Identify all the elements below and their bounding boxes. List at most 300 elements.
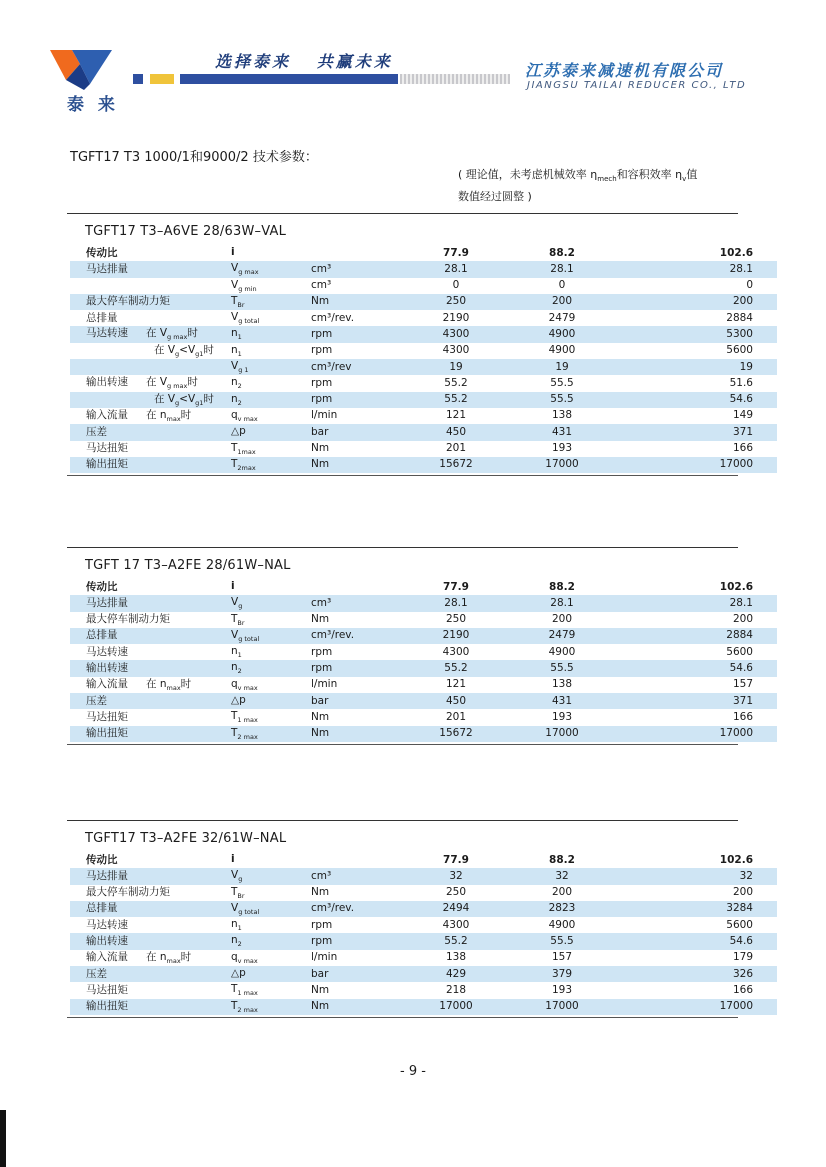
value-cell: 450 (406, 424, 506, 440)
condition-text: 在 n (146, 677, 167, 690)
param-condition (146, 950, 191, 966)
value-cell: 55.5 (506, 933, 618, 949)
param-unit: cm³ (311, 279, 332, 292)
param-symbol: n (231, 934, 238, 947)
value-cell: 77.9 (443, 580, 469, 593)
param-symbol-sub: 2max (237, 463, 256, 472)
param-label-cell (70, 660, 231, 676)
param-symbol-sub: 2 max (237, 1005, 258, 1014)
param-symbol: n (231, 376, 238, 389)
param-unit: bar (311, 693, 406, 709)
param-symbol: i (231, 853, 235, 865)
condition-sub: g (175, 398, 180, 407)
value-cell: 200 (551, 613, 573, 626)
value-cell: 51.6 (729, 376, 753, 389)
param-label-cell (70, 441, 231, 457)
param-label: 输入流量 (86, 677, 128, 690)
param-symbol: q (231, 950, 238, 963)
value-cell: 17000 (506, 726, 618, 742)
param-label-cell (70, 457, 231, 473)
value-cell: 55.2 (406, 392, 506, 408)
scan-edge-mark (0, 1110, 6, 1167)
param-symbol: T (231, 885, 238, 898)
value-cell: 326 (618, 966, 777, 982)
note-line2: 数值经过圆整 ) (458, 190, 532, 204)
param-label: 马达转速 (86, 327, 128, 340)
value-cell: 32 (506, 868, 618, 884)
table-row (70, 441, 777, 457)
param-unit: Nm (311, 983, 330, 996)
table-row (70, 901, 777, 917)
condition-end: 时 (187, 327, 198, 340)
param-symbol-sub: v max (237, 683, 258, 692)
condition-end: <V (179, 343, 196, 356)
table-row (70, 982, 777, 998)
param-unit: Nm (311, 999, 406, 1015)
value-cell: 17000 (618, 457, 777, 473)
param-symbol-cell (231, 950, 311, 966)
param-unit: Nm (311, 457, 406, 473)
param-symbol-sub: g max (238, 268, 259, 277)
header-bar-blue-square (133, 74, 143, 84)
param-symbol-sub: 2 (237, 382, 242, 391)
param-symbol: T (231, 726, 238, 739)
param-label-cell (70, 392, 231, 408)
param-symbol: q (231, 408, 238, 421)
value-cell: 250 (406, 294, 506, 310)
value-cell: 55.5 (550, 376, 574, 389)
company-name-cn: 江苏泰来减速机有限公司 (525, 61, 724, 80)
param-label: 总排量 (86, 902, 118, 915)
table-header-row (70, 579, 777, 595)
condition-sub: g max (167, 382, 188, 391)
param-label: 输出扭矩 (86, 1000, 128, 1013)
value-cell: 2190 (442, 311, 470, 324)
param-symbol-sub: 2 max (237, 732, 258, 741)
table-row (70, 595, 777, 611)
param-label-cell (70, 709, 231, 725)
section-bottom-rule (67, 475, 738, 476)
param-symbol-sub: g 1 (238, 366, 249, 375)
value-cell: 200 (506, 294, 618, 310)
param-symbol-cell (231, 326, 311, 342)
param-symbol-cell (231, 660, 311, 676)
param-label-cell (70, 677, 231, 693)
param-symbol: n (231, 918, 238, 931)
param-label: 输出扭矩 (86, 727, 128, 740)
param-label-cell (70, 901, 231, 917)
value-cell: 121 (445, 678, 467, 691)
value-cell: 0 (558, 279, 566, 292)
param-label: 总排量 (86, 629, 118, 642)
table-row (70, 693, 777, 709)
table-row (70, 457, 777, 473)
value-cell: 201 (445, 710, 467, 723)
param-label: 输入流量 (86, 950, 128, 963)
param-symbol: V (231, 869, 239, 882)
section-title: TGFT17 T3–A6VE 28/63W–VAL (85, 224, 287, 239)
param-label-cell (70, 375, 231, 391)
param-label: 马达转速 (86, 918, 128, 931)
value-cell: 17000 (506, 457, 618, 473)
value-cell: 28.1 (618, 261, 777, 277)
value-cell: 0 (452, 279, 460, 292)
value-cell: 32 (406, 868, 506, 884)
section-title: TGFT17 T3–A2FE 32/61W–NAL (85, 831, 287, 846)
table-row (70, 868, 777, 884)
param-label-cell (70, 326, 231, 342)
value-cell: 157 (551, 951, 573, 964)
value-cell: 28.1 (506, 595, 618, 611)
param-label: 传动比 (86, 580, 118, 593)
condition-text: 在 n (146, 408, 167, 421)
param-symbol-sub: Br (237, 891, 245, 900)
param-symbol-sub: 1 (237, 924, 242, 933)
param-label: 传动比 (86, 246, 118, 259)
table-row (70, 726, 777, 742)
param-label: 马达排量 (86, 596, 128, 609)
param-symbol-sub: g (238, 875, 243, 884)
table-row (70, 709, 777, 725)
value-cell: 55.5 (506, 392, 618, 408)
value-cell: 4900 (548, 918, 576, 931)
table-row (70, 628, 777, 644)
param-symbol: q (231, 677, 238, 690)
condition-sub: g max (167, 333, 188, 342)
param-symbol-cell (231, 982, 311, 998)
param-label: 传动比 (86, 853, 118, 866)
condition-text: 在 V (154, 392, 176, 405)
param-label-cell (70, 885, 231, 901)
param-symbol-cell (231, 885, 311, 901)
value-cell: 4900 (506, 326, 618, 342)
param-label-cell (70, 595, 231, 611)
value-cell: 28.1 (506, 261, 618, 277)
table-row (70, 343, 777, 359)
section-bottom-rule (67, 744, 738, 745)
param-symbol-cell (231, 359, 311, 375)
condition-sub: max (166, 956, 181, 965)
condition-sub-2: g1 (195, 398, 204, 407)
value-cell: 102.6 (719, 580, 753, 593)
condition-end-2: 时 (203, 343, 214, 356)
param-symbol-cell (231, 310, 311, 326)
spec-table (70, 852, 777, 1015)
table-row (70, 408, 777, 424)
param-label: 输出转速 (86, 934, 128, 947)
param-unit: bar (311, 424, 406, 440)
value-cell: 15672 (406, 457, 506, 473)
param-unit: rpm (311, 660, 406, 676)
value-cell: 5600 (726, 645, 753, 658)
param-unit (311, 579, 406, 595)
value-cell: 54.6 (618, 660, 777, 676)
param-unit: Nm (311, 726, 406, 742)
param-symbol-cell (231, 392, 311, 408)
value-cell: 55.5 (506, 660, 618, 676)
condition-text: 在 V (154, 343, 176, 356)
param-unit: l/min (311, 951, 338, 964)
param-symbol-sub: 2 (237, 667, 242, 676)
value-cell: 200 (732, 886, 753, 899)
param-label-cell (70, 726, 231, 742)
table-row (70, 677, 777, 693)
param-symbol: n (231, 645, 238, 658)
param-symbol: V (231, 311, 239, 324)
param-symbol-sub: 2 (237, 940, 242, 949)
param-symbol-sub: v max (237, 956, 258, 965)
param-unit: cm³/rev. (311, 311, 355, 324)
value-cell: 32 (618, 868, 777, 884)
table-row (70, 966, 777, 982)
param-unit: l/min (311, 678, 338, 691)
value-cell: 2479 (506, 628, 618, 644)
param-symbol: △p (231, 967, 246, 980)
value-cell: 371 (618, 693, 777, 709)
param-symbol-sub: 1 (237, 349, 242, 358)
table-row (70, 933, 777, 949)
value-cell: 2479 (548, 311, 576, 324)
value-cell: 17000 (618, 999, 777, 1015)
param-symbol-cell (231, 612, 311, 628)
value-cell: 19 (506, 359, 618, 375)
value-cell: 201 (445, 442, 467, 455)
table-row (70, 424, 777, 440)
note-text-a: ( 理论值，未考虑机械效率 η (458, 168, 598, 181)
value-cell: 379 (506, 966, 618, 982)
param-symbol: n (231, 661, 238, 674)
param-symbol-cell (231, 294, 311, 310)
condition-text: 在 V (146, 376, 168, 389)
value-cell: 4300 (442, 918, 470, 931)
note-text-c: 值 (686, 168, 698, 181)
condition-sub: g (175, 349, 180, 358)
param-symbol-sub: 2 (237, 398, 242, 407)
param-label: 最大停车制动力矩 (86, 613, 170, 626)
spec-table (70, 245, 777, 473)
condition-sub: max (166, 683, 181, 692)
note-text-b: 和容积效率 η (616, 168, 683, 181)
table-row (70, 326, 777, 342)
param-symbol: i (231, 580, 235, 592)
condition-end-2: 时 (203, 392, 214, 405)
param-unit: Nm (311, 294, 406, 310)
param-label: 压差 (86, 694, 107, 707)
param-symbol-sub: 1 max (237, 989, 258, 998)
param-symbol-cell (231, 933, 311, 949)
condition-end: <V (179, 392, 196, 405)
table-row (70, 278, 777, 294)
param-label-cell (70, 310, 231, 326)
param-symbol-sub: g total (238, 317, 260, 326)
value-cell: 2884 (726, 311, 753, 324)
param-symbol-cell (231, 693, 311, 709)
param-symbol-cell (231, 999, 311, 1015)
param-label: 输出扭矩 (86, 458, 128, 471)
table-row (70, 644, 777, 660)
param-condition (154, 392, 214, 408)
value-cell: 5300 (618, 326, 777, 342)
param-symbol-sub: g total (238, 907, 260, 916)
param-symbol: V (231, 360, 239, 373)
param-symbol: V (231, 901, 239, 914)
param-symbol-cell (231, 644, 311, 660)
table-row (70, 310, 777, 326)
value-cell: 88.2 (549, 853, 575, 866)
section-top-rule (67, 820, 738, 821)
table-row (70, 261, 777, 277)
company-name-en: JIANGSU TAILAI REDUCER CO., LTD (527, 80, 747, 91)
value-cell: 138 (445, 951, 467, 964)
condition-end: 时 (187, 376, 198, 389)
table-header-row (70, 852, 777, 868)
param-symbol: T (231, 999, 238, 1012)
param-symbol-cell (231, 917, 311, 933)
value-cell: 5600 (726, 344, 753, 357)
table-row (70, 392, 777, 408)
condition-end: 时 (180, 950, 192, 963)
param-unit: cm³/rev. (311, 901, 406, 917)
param-unit: rpm (311, 918, 333, 931)
efficiency-note (458, 166, 758, 205)
param-label-cell (70, 261, 231, 277)
param-symbol-cell (231, 245, 311, 261)
spec-table (70, 579, 777, 742)
value-cell: 218 (445, 983, 467, 996)
table-header-row (70, 245, 777, 261)
param-label-cell (70, 693, 231, 709)
param-symbol-cell (231, 375, 311, 391)
param-unit: cm³/rev. (311, 628, 406, 644)
param-symbol-cell (231, 709, 311, 725)
param-label-cell (70, 343, 231, 359)
param-unit: cm³ (311, 868, 406, 884)
param-label: 马达扭矩 (86, 983, 128, 996)
value-cell: 431 (506, 424, 618, 440)
param-symbol-cell (231, 901, 311, 917)
param-label: 输出转速 (86, 376, 128, 389)
param-label-cell (70, 245, 231, 261)
param-unit: rpm (311, 933, 406, 949)
param-symbol: △p (231, 694, 246, 707)
value-cell: 55.2 (406, 933, 506, 949)
value-cell: 2823 (506, 901, 618, 917)
value-cell: 102.6 (719, 853, 753, 866)
condition-end: 时 (180, 677, 192, 690)
value-cell: 4300 (442, 645, 470, 658)
table-row (70, 999, 777, 1015)
value-cell: 5600 (726, 918, 753, 931)
table-row (70, 612, 777, 628)
header-bar-yellow (150, 74, 174, 84)
param-label: 马达排量 (86, 262, 128, 275)
value-cell: 2494 (406, 901, 506, 917)
value-cell: 157 (732, 678, 753, 691)
value-cell: 4300 (442, 344, 470, 357)
param-symbol: T (231, 457, 238, 470)
logo-text: 泰 来 (67, 95, 119, 115)
value-cell: 0 (746, 279, 753, 292)
param-unit: cm³ (311, 595, 406, 611)
param-label: 压差 (86, 425, 107, 438)
param-label-cell (70, 644, 231, 660)
header-bar-blue (180, 74, 398, 84)
param-symbol-cell (231, 966, 311, 982)
param-symbol-cell (231, 343, 311, 359)
value-cell: 3284 (618, 901, 777, 917)
condition-sub-2: g1 (195, 349, 204, 358)
param-symbol: △p (231, 425, 246, 438)
param-condition (146, 677, 191, 693)
table-row (70, 950, 777, 966)
param-symbol-cell (231, 852, 311, 868)
value-cell: 166 (732, 710, 753, 723)
table-row (70, 885, 777, 901)
value-cell: 88.2 (549, 580, 575, 593)
param-unit: rpm (311, 392, 406, 408)
param-unit (311, 852, 406, 868)
value-cell: 429 (406, 966, 506, 982)
note-sub-v: v (682, 175, 687, 184)
value-cell: 77.9 (443, 853, 469, 866)
param-symbol-sub: 1 (237, 651, 242, 660)
param-symbol-cell (231, 579, 311, 595)
param-label: 输入流量 (86, 408, 128, 421)
value-cell: 250 (445, 886, 467, 899)
value-cell: 2190 (406, 628, 506, 644)
param-label: 输出转速 (86, 661, 128, 674)
table-row (70, 660, 777, 676)
param-symbol-cell (231, 457, 311, 473)
param-symbol-sub: Br (237, 618, 245, 627)
param-unit: l/min (311, 409, 338, 422)
value-cell: 166 (732, 983, 753, 996)
value-cell: 55.2 (444, 376, 468, 389)
param-symbol-sub: 1 (237, 333, 242, 342)
param-unit: Nm (311, 710, 330, 723)
spec-section-3 (67, 820, 753, 1018)
param-condition (146, 375, 198, 391)
param-label-cell (70, 966, 231, 982)
param-symbol-cell (231, 726, 311, 742)
value-cell: 193 (551, 442, 573, 455)
param-unit: Nm (311, 886, 330, 899)
value-cell: 4900 (548, 645, 576, 658)
value-cell: 17000 (506, 999, 618, 1015)
param-label-cell (70, 933, 231, 949)
param-symbol: T (231, 294, 238, 307)
param-symbol-cell (231, 278, 311, 294)
value-cell: 138 (551, 678, 573, 691)
param-symbol-cell (231, 868, 311, 884)
value-cell: 250 (445, 613, 467, 626)
param-symbol-cell (231, 628, 311, 644)
section-bottom-rule (67, 1017, 738, 1018)
param-label-cell (70, 612, 231, 628)
spec-section-1 (67, 213, 753, 476)
param-symbol: T (231, 983, 238, 996)
param-label-cell (70, 852, 231, 868)
value-cell: 4900 (548, 344, 576, 357)
value-cell: 77.9 (443, 246, 469, 259)
param-unit: rpm (311, 376, 333, 389)
param-symbol-sub: g min (238, 284, 257, 293)
value-cell: 2884 (618, 628, 777, 644)
spec-section-2 (67, 547, 753, 745)
param-label-cell (70, 424, 231, 440)
param-label-cell (70, 278, 231, 294)
value-cell: 200 (551, 886, 573, 899)
